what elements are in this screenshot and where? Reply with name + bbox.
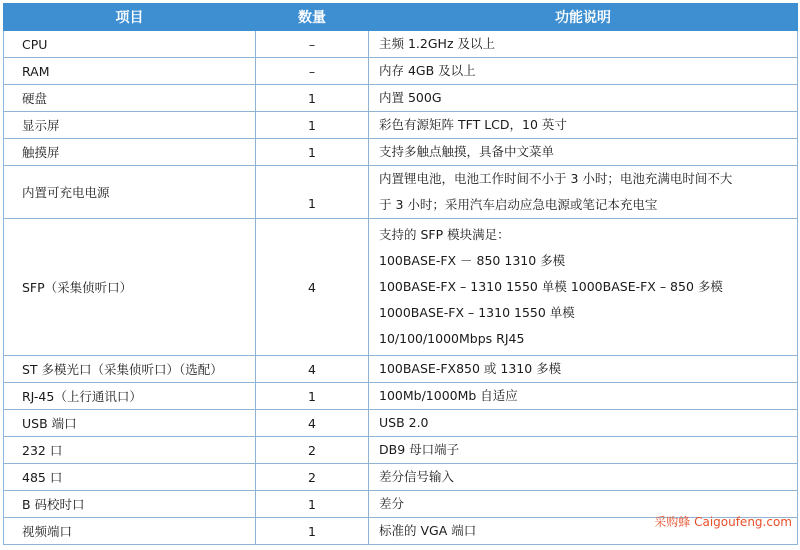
watermark: 采购蜂 Caigoufeng.com [654,515,792,529]
item-cell: 232 口 [4,437,256,464]
item-cell: ST 多模光口（采集侦听口）（选配） [4,356,256,383]
qty-cell: 4 [256,410,369,437]
desc-line: 内置锂电池，电池工作时间不小于 3 小时；电池充满电时间不大 [379,171,733,186]
table-header-row [4,4,798,31]
item-cell: B 码校时口 [4,491,256,518]
desc-cell [369,112,798,139]
qty-cell: 1 [256,518,369,545]
desc-cell [369,31,798,58]
qty-cell: 4 [256,219,369,356]
table-row [4,219,798,356]
table-row [4,31,798,58]
qty-cell: 4 [256,356,369,383]
item-cell: CPU [4,31,256,58]
desc-cell [369,219,798,356]
table-row [4,464,798,491]
item-cell: SFP（采集侦听口） [4,219,256,356]
table-row [4,356,798,383]
desc-line: 10/100/1000Mbps RJ45 [379,331,525,346]
desc-line: 100BASE-FX850 或 1310 多模 [379,361,562,376]
item-cell: 硬盘 [4,85,256,112]
table-row [4,85,798,112]
desc-line: 100BASE-FX － 850 1310 多模 [379,253,566,268]
item-cell: 485 口 [4,464,256,491]
item-cell: RJ-45（上行通讯口） [4,383,256,410]
desc-line: 标准的 VGA 端口 [379,523,477,538]
desc-line: 内置 500G [379,90,442,105]
desc-line: 100BASE-FX – 1310 1550 单模 1000BASE-FX – 850 多模 [379,279,723,294]
item-cell: USB 端口 [4,410,256,437]
qty-cell: 1 [256,139,369,166]
item-cell: 视频端口 [4,518,256,545]
qty-cell: 1 [256,491,369,518]
qty-cell: 2 [256,437,369,464]
desc-line: USB 2.0 [379,415,429,430]
desc-cell [369,410,798,437]
desc-cell [369,356,798,383]
header-desc: 功能说明 [369,4,798,31]
desc-line: DB9 母口端子 [379,442,460,457]
qty-cell: – [256,31,369,58]
desc-cell [369,437,798,464]
desc-line: 主频 1.2GHz 及以上 [379,36,495,51]
desc-line: 差分 [379,496,405,511]
table-row [4,139,798,166]
item-cell: RAM [4,58,256,85]
desc-cell [369,58,798,85]
table-row [4,437,798,464]
table-row [4,58,798,85]
desc-line: 支持的 SFP 模块满足： [379,227,510,242]
desc-line: 支持多触点触摸，具备中文菜单 [379,144,555,159]
qty-cell: 1 [256,166,369,219]
table-row [4,112,798,139]
header-qty: 数量 [256,4,369,31]
qty-cell: 1 [256,383,369,410]
qty-cell: – [256,58,369,85]
desc-line: 于 3 小时；采用汽车启动应急电源或笔记本充电宝 [379,197,658,212]
qty-cell: 1 [256,112,369,139]
table-row [4,410,798,437]
item-cell: 显示屏 [4,112,256,139]
table-row [4,166,798,219]
table-body [4,31,798,545]
desc-line: 内存 4GB 及以上 [379,63,476,78]
qty-cell: 1 [256,85,369,112]
desc-cell [369,139,798,166]
desc-cell [369,166,798,219]
item-cell: 触摸屏 [4,139,256,166]
header-item: 项目 [4,4,256,31]
desc-line: 1000BASE-FX – 1310 1550 单模 [379,305,575,320]
desc-line: 彩色有源矩阵 TFT LCD，10 英寸 [379,117,567,132]
desc-cell [369,85,798,112]
spec-table [3,3,798,545]
desc-line: 差分信号输入 [379,469,455,484]
qty-cell: 2 [256,464,369,491]
item-cell: 内置可充电电源 [4,166,256,219]
table-row [4,383,798,410]
desc-cell [369,464,798,491]
desc-line: 100Mb/1000Mb 自适应 [379,388,518,403]
desc-cell [369,383,798,410]
